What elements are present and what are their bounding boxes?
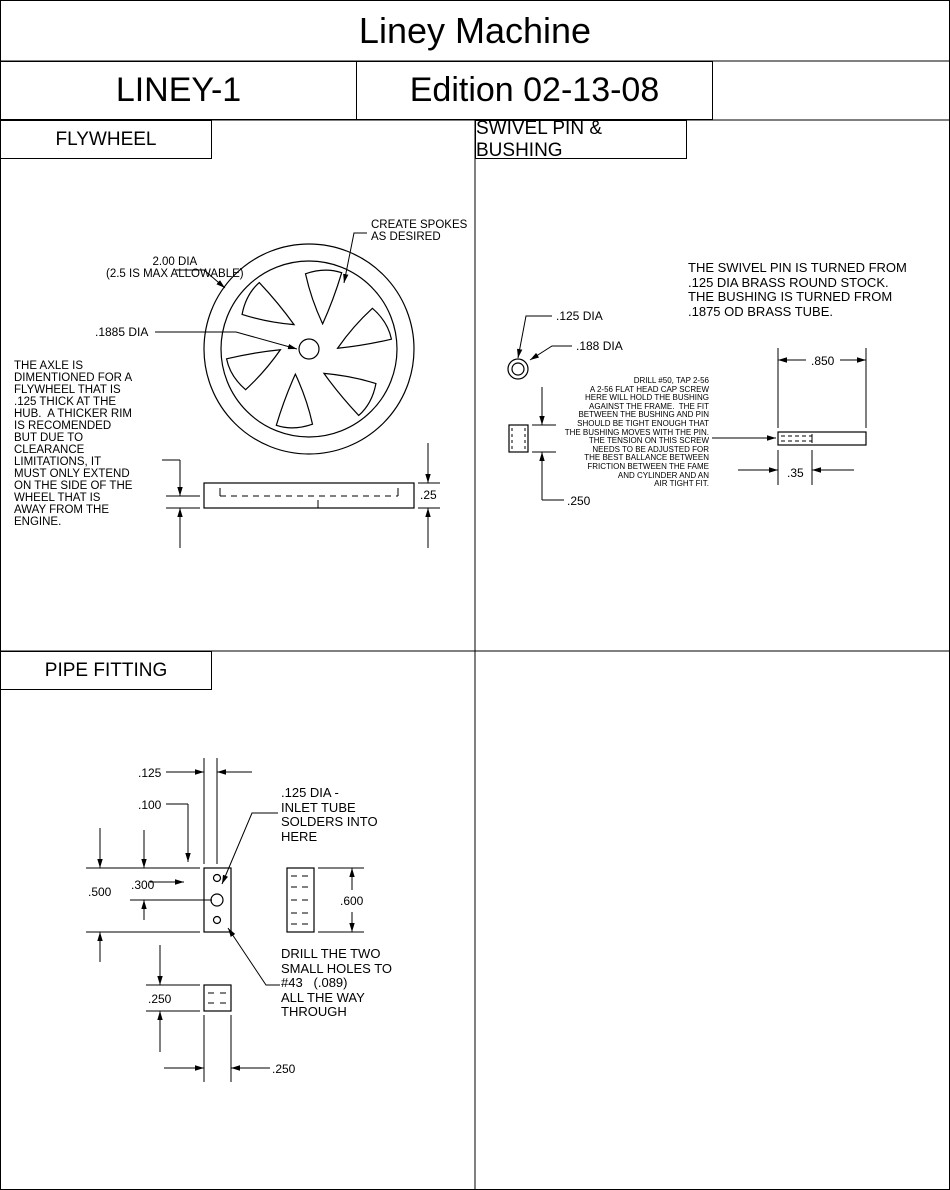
dim-600: .600 bbox=[340, 894, 364, 908]
part-number: LINEY-1 bbox=[0, 61, 357, 120]
spokes-note: CREATE SPOKES AS DESIRED bbox=[371, 219, 468, 243]
flywheel-dia-note: (2.5 IS MAX ALLOWABLE) bbox=[106, 268, 244, 280]
bush-dia-label: .188 DIA bbox=[576, 339, 623, 353]
flywheel-section-title: FLYWHEEL bbox=[0, 120, 212, 159]
edition-label: Edition 02-13-08 bbox=[356, 61, 713, 120]
pin-dia-label: .125 DIA bbox=[556, 309, 603, 323]
swivel-description: THE SWIVEL PIN IS TURNED FROM .125 DIA BRASS ROUND STOCK. THE BUSHING IS TURNED FROM .1875 OD BRASS TUBE. bbox=[688, 260, 907, 319]
small-hole-top bbox=[214, 875, 221, 882]
inlet-hole bbox=[211, 894, 223, 906]
flywheel-thickness-dim: .25 bbox=[420, 488, 437, 502]
dim-125: .125 bbox=[138, 766, 162, 780]
drawing-title: Liney Machine bbox=[358, 9, 592, 51]
pin-length-dim: .850 bbox=[811, 354, 835, 368]
drill-holes-note: DRILL THE TWO SMALL HOLES TO #43 (.089) ALL THE WAY THROUGH bbox=[281, 946, 393, 1019]
flywheel-dia-value: 2.00 DIA bbox=[152, 256, 198, 268]
dim-250b: .250 bbox=[272, 1062, 296, 1076]
dim-100: .100 bbox=[138, 798, 162, 812]
small-hole-bottom bbox=[214, 917, 221, 924]
inlet-tube-note: .125 DIA - INLET TUBE SOLDERS INTO HERE bbox=[281, 785, 378, 844]
swivel-section-title: SWIVEL PIN & BUSHING bbox=[475, 120, 687, 159]
bush-length-dim: .35 bbox=[787, 466, 804, 480]
pipe-cap-piece bbox=[204, 985, 231, 1011]
axle-note: THE AXLE IS DIMENTIONED FOR A FLYWHEEL THAT IS .125 THICK AT THE HUB. A THICKER RIM IS RECOMENDED BUT DUE TO CLEARANCE LIMITATIONS, IT MUST ONLY EXTEND ON THE SIDE OF THE WHEEL THAT IS AWAY FROM THE ENGINE. bbox=[14, 360, 133, 528]
dim-500: .500 bbox=[88, 885, 112, 899]
drill-tap-note: DRILL #50, TAP 2-56 A 2-56 FLAT HEAD CAP SCREW HERE WILL HOLD THE BUSHING AGAINST THE FRAME. THE FIT BETWEEN THE BUSHING AND PIN SHOULD BE TIGHT ENOUGH THAT THE BUSHING MOVES WITH THE PIN. THE TENSION ON THIS SCREW NEEDS TO BE ADJUSTED FOR THE BEST BALLANCE BETWEEN FRICTION BETWEEN THE FAME AND CYLINDER AND AN AIR TIGHT FIT. bbox=[564, 376, 709, 489]
dim-300: .300 bbox=[131, 878, 155, 892]
axle-dia-label: .1885 DIA bbox=[95, 325, 149, 339]
pipe-section-title: PIPE FITTING bbox=[0, 651, 212, 690]
dim-250a: .250 bbox=[148, 992, 172, 1006]
bush-height-dim: .250 bbox=[567, 494, 591, 508]
